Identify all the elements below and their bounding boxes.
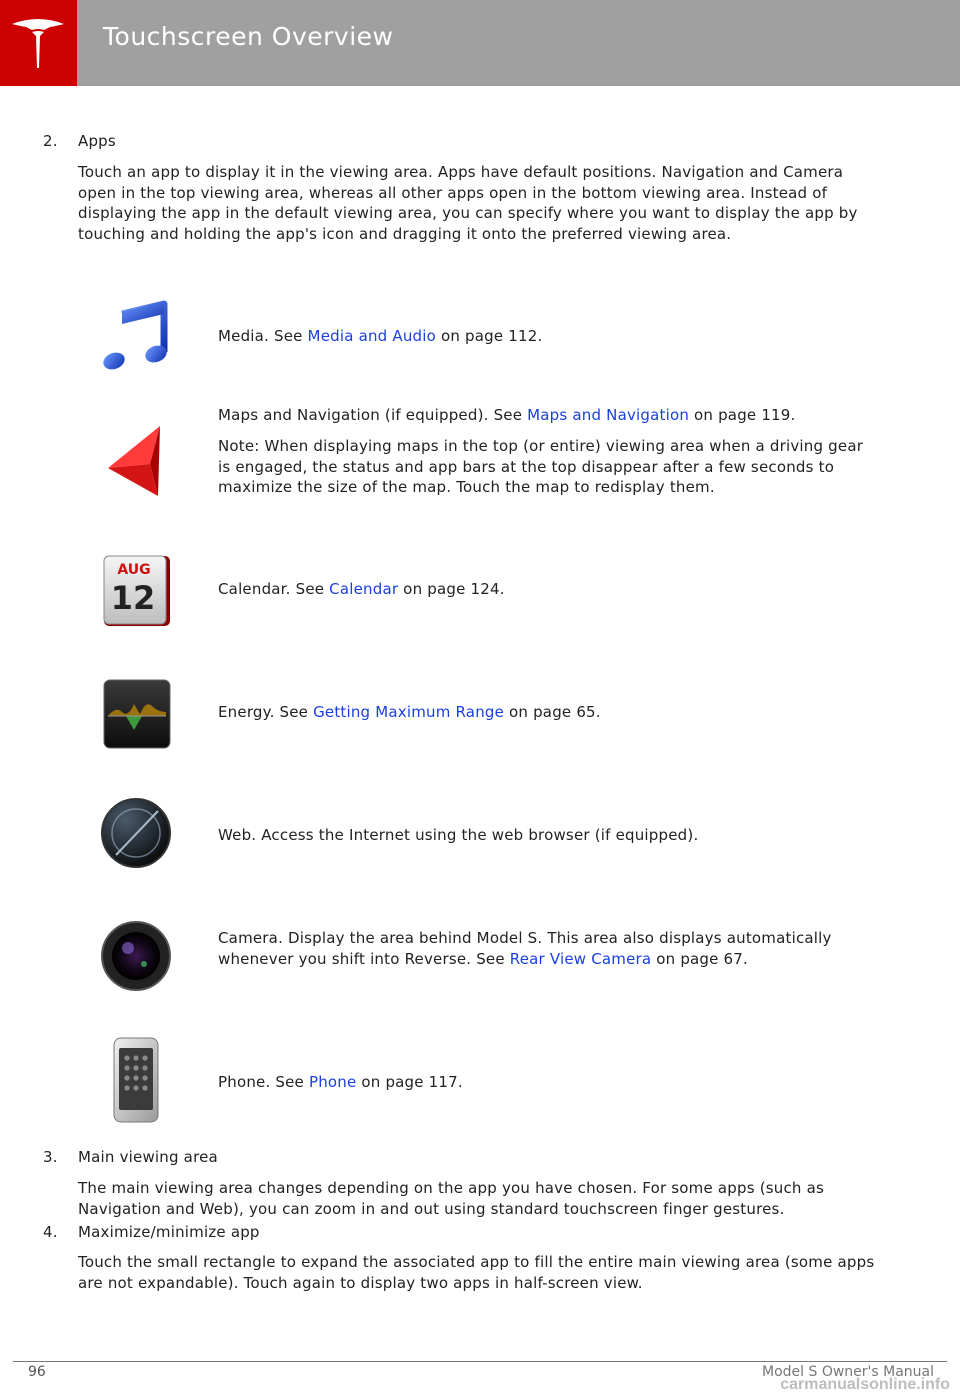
web-globe-icon	[100, 795, 176, 873]
music-note-icon	[100, 300, 176, 376]
svg-text:12: 12	[110, 579, 156, 617]
maximum-range-link[interactable]: Getting Maximum Range	[313, 703, 505, 721]
app-description-phone: Phone. See Phone on page 117.	[218, 1073, 463, 1091]
rear-view-camera-link[interactable]: Rear View Camera	[509, 949, 652, 968]
camera-lens-icon	[100, 918, 176, 996]
tesla-logo	[0, 0, 77, 86]
app-description-calendar: Calendar. See Calendar on page 124.	[218, 580, 505, 598]
phone-icon	[100, 1036, 176, 1124]
calendar-icon	[100, 552, 176, 628]
app-description-web: Web. Access the Internet using the web browser (if equipped).	[218, 826, 699, 844]
calendar-link[interactable]: Calendar	[329, 580, 399, 598]
item-text: Touch an app to display it in the viewing area. Apps have default positions. Navigation and Camera open in the top viewing area, whereas all other apps open in the bottom viewing area. Instead of displaying the app in the default viewing area, you can specify where you want to display the app by touching and holding the app's icon and dragging it onto the preferred viewing area.	[78, 163, 858, 243]
watermark: carmanualsonline.info	[780, 1376, 950, 1393]
footer-divider	[13, 1361, 947, 1362]
maps-note: Note: When displaying maps in the top (or entire) viewing area when a driving gear is engaged, the status and app bars at the top disappear after a few seconds to maximize the size of the map. Touch the map to redisplay them.	[218, 437, 864, 496]
app-description-maps: Maps and Navigation (if equipped). See Maps and Navigation on page 119.	[218, 406, 796, 424]
item-number: 2.	[43, 132, 58, 150]
item-number: 3.	[43, 1148, 58, 1166]
item-title: Maximize/minimize app	[78, 1223, 260, 1241]
tesla-logo-icon	[10, 18, 66, 70]
svg-text:AUG: AUG	[117, 562, 151, 578]
item-title: Apps	[78, 132, 116, 150]
media-audio-link[interactable]: Media and Audio	[307, 327, 436, 345]
manual-name: Model S Owner's Manual	[762, 1364, 934, 1380]
navigation-arrow-icon	[100, 424, 176, 500]
page-title: Touchscreen Overview	[103, 22, 394, 51]
page-header	[0, 0, 960, 86]
app-description-energy: Energy. See Getting Maximum Range on page 65.	[218, 703, 601, 721]
phone-link[interactable]: Phone	[308, 1073, 357, 1091]
item-text: Touch the small rectangle to expand the associated app to fill the entire main viewing area (some apps are not expandable). Touch again to display two apps in half-screen view.	[78, 1253, 875, 1292]
item-title: Main viewing area	[78, 1148, 218, 1166]
maps-navigation-link[interactable]: Maps and Navigation	[527, 406, 690, 424]
app-description-media: Media. See Media and Audio on page 112.	[218, 327, 543, 345]
page-number: 96	[28, 1364, 46, 1380]
energy-graph-icon	[100, 676, 176, 752]
app-description-camera: Camera. Display the area behind Model S. This area also displays automatically whenever you shift into Reverse. See Rear View Camera on page 67.	[218, 929, 832, 968]
item-number: 4.	[43, 1223, 58, 1241]
item-text: The main viewing area changes depending on the app you have chosen. For some apps (such as Navigation and Web), you can zoom in and out using standard touchscreen finger gestures.	[78, 1179, 824, 1218]
